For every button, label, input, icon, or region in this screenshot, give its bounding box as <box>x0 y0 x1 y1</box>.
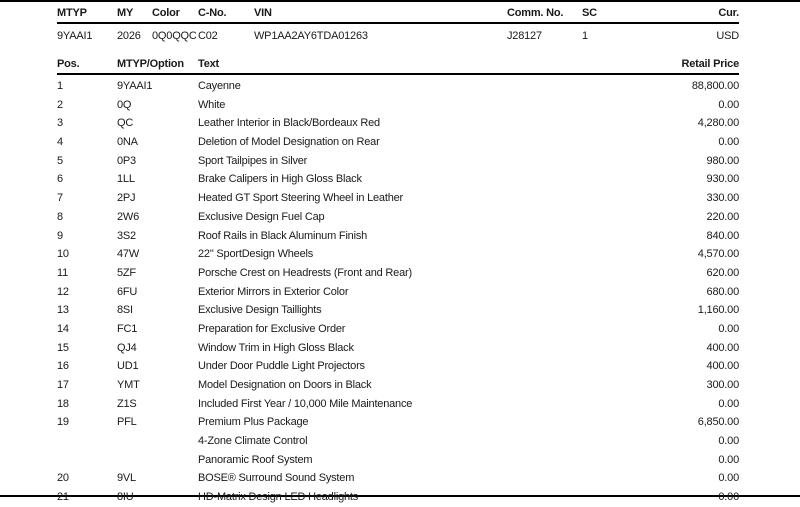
price-cell: 400.00 <box>706 341 739 354</box>
mtyp-value: 9YAAI1 <box>57 30 93 42</box>
table-row <box>57 208 739 227</box>
pos-cell: 16 <box>57 360 69 373</box>
price-cell: 0.00 <box>718 136 739 149</box>
pos-cell: 4 <box>57 136 63 149</box>
column-header-sc: SC <box>582 7 597 19</box>
option-cell: YMT <box>117 379 140 391</box>
text-cell: 22" SportDesign Wheels <box>198 248 314 261</box>
text-cell: Exclusive Design Fuel Cap <box>198 210 325 223</box>
text-cell: Exclusive Design Taillights <box>198 304 322 317</box>
option-cell: PFL <box>117 416 137 429</box>
price-cell: 0.00 <box>718 453 739 466</box>
vehicle-table-header <box>57 5 739 24</box>
text-cell: Exterior Mirrors in Exterior Color <box>198 285 349 298</box>
option-cell: QJ4 <box>117 341 137 354</box>
options-rows <box>57 77 739 507</box>
text-cell: Roof Rails in Black Aluminum Finish <box>198 229 368 242</box>
table-row <box>57 133 739 152</box>
pos-cell: 3 <box>57 117 63 130</box>
price-cell: 330.00 <box>706 192 739 205</box>
table-row <box>57 451 739 470</box>
table-row <box>57 301 739 320</box>
table-row <box>57 413 739 432</box>
option-cell: FC1 <box>117 322 138 335</box>
text-cell: Premium Plus Package <box>198 416 309 429</box>
table-row <box>57 245 739 264</box>
table-row <box>57 357 739 376</box>
price-cell: 300.00 <box>706 379 739 391</box>
pos-cell: 21 <box>57 491 69 504</box>
text-cell: Porsche Crest on Headrests (Front and Rear) <box>198 266 412 279</box>
option-cell: 0P3 <box>117 154 136 167</box>
pos-cell: 8 <box>57 210 63 223</box>
column-header-cur: Cur. <box>718 7 739 19</box>
pos-cell: 15 <box>57 341 69 354</box>
pos-cell: 7 <box>57 192 63 205</box>
column-header-commno: Comm. No. <box>507 7 564 19</box>
price-cell: 620.00 <box>706 266 739 279</box>
table-row <box>57 96 739 115</box>
price-cell: 4,570.00 <box>697 248 739 261</box>
column-header-mtyp: MTYP <box>57 7 87 19</box>
text-cell: Heated GT Sport Steering Wheel in Leather <box>198 192 403 205</box>
option-cell: 5ZF <box>117 266 136 279</box>
option-cell: 3S2 <box>117 229 136 242</box>
price-cell: 0.00 <box>718 435 739 448</box>
pos-cell: 12 <box>57 285 69 298</box>
pos-cell: 14 <box>57 322 69 335</box>
option-cell: 2PJ <box>117 192 136 205</box>
price-cell: 220.00 <box>706 210 739 223</box>
table-row <box>57 469 739 488</box>
price-cell: 840.00 <box>706 229 739 242</box>
color-value: 0Q0QQC <box>152 30 197 42</box>
pos-cell: 18 <box>57 397 69 410</box>
vin-value: WP1AA2AY6TDA01263 <box>254 30 368 42</box>
text-cell: Deletion of Model Designation on Rear <box>198 136 380 149</box>
option-cell: 47W <box>117 248 140 261</box>
price-cell: 980.00 <box>706 154 739 167</box>
pos-cell: 5 <box>57 154 63 167</box>
table-row <box>57 152 739 171</box>
text-cell: Panoramic Roof System <box>198 453 313 466</box>
text-cell: BOSE® Surround Sound System <box>198 472 355 485</box>
text-cell: Brake Calipers in High Gloss Black <box>198 173 362 186</box>
vehicle-table-row <box>57 24 739 42</box>
option-cell: 8IU <box>117 491 134 504</box>
column-header-retail-price: Retail Price <box>681 58 739 70</box>
price-cell: 930.00 <box>706 173 739 186</box>
option-cell: 8SI <box>117 304 133 317</box>
price-cell: 0.00 <box>718 491 739 504</box>
option-cell: 0Q <box>117 98 132 111</box>
text-cell: Model Designation on Doors in Black <box>198 379 372 391</box>
pos-cell: 1 <box>57 80 63 92</box>
table-row <box>57 320 739 339</box>
column-header-color: Color <box>152 7 180 19</box>
option-cell: 6FU <box>117 285 138 298</box>
option-cell: 2W6 <box>117 210 140 223</box>
pos-cell: 13 <box>57 304 69 317</box>
text-cell: HD-Matrix Design LED Headlights <box>198 491 359 504</box>
price-cell: 0.00 <box>718 472 739 485</box>
option-cell: 1LL <box>117 173 135 186</box>
option-cell: 9YAAI1 <box>117 80 153 92</box>
price-cell: 400.00 <box>706 360 739 373</box>
pos-cell: 19 <box>57 416 69 429</box>
cur-value: USD <box>716 30 739 42</box>
table-row <box>57 189 739 208</box>
price-cell: 1,160.00 <box>697 304 739 317</box>
cno-value: C02 <box>198 30 218 42</box>
column-header-pos: Pos. <box>57 58 80 70</box>
text-cell: Included First Year / 10,000 Mile Maintenance <box>198 397 413 410</box>
options-table-header <box>57 56 739 75</box>
my-value: 2026 <box>117 30 141 42</box>
table-row <box>57 339 739 358</box>
pos-cell: 9 <box>57 229 63 242</box>
table-row <box>57 264 739 283</box>
table-row <box>57 283 739 302</box>
pos-cell: 17 <box>57 379 69 391</box>
table-row <box>57 170 739 189</box>
text-cell: Window Trim in High Gloss Black <box>198 341 354 354</box>
text-cell: Sport Tailpipes in Silver <box>198 154 308 167</box>
pos-cell: 6 <box>57 173 63 186</box>
table-row <box>57 395 739 414</box>
table-row <box>57 488 739 507</box>
table-row <box>57 77 739 96</box>
column-header-vin: VIN <box>254 7 272 19</box>
price-cell: 0.00 <box>718 397 739 410</box>
option-cell: QC <box>117 117 134 130</box>
option-cell: 0NA <box>117 136 138 149</box>
price-cell: 0.00 <box>718 322 739 335</box>
text-cell: Preparation for Exclusive Order <box>198 322 346 335</box>
text-cell: Leather Interior in Black/Bordeaux Red <box>198 117 380 130</box>
option-cell: Z1S <box>117 397 137 410</box>
sc-value: 1 <box>582 30 588 42</box>
price-cell: 4,280.00 <box>697 117 739 130</box>
text-cell: 4-Zone Climate Control <box>198 435 308 448</box>
pos-cell: 2 <box>57 98 63 111</box>
text-cell: Cayenne <box>198 80 241 92</box>
text-cell: White <box>198 98 226 111</box>
commno-value: J28127 <box>507 30 542 42</box>
pos-cell: 10 <box>57 248 69 261</box>
table-row <box>57 227 739 246</box>
document-body <box>57 5 739 507</box>
table-row <box>57 114 739 133</box>
column-header-my: MY <box>117 7 134 19</box>
text-cell: Under Door Puddle Light Projectors <box>198 360 365 373</box>
option-cell: UD1 <box>117 360 139 373</box>
price-cell: 88,800.00 <box>691 80 739 92</box>
price-cell: 680.00 <box>706 285 739 298</box>
price-cell: 0.00 <box>718 98 739 111</box>
column-header-option: MTYP/Option <box>117 58 184 70</box>
column-header-text: Text <box>198 58 220 70</box>
pos-cell: 11 <box>57 266 69 279</box>
table-row <box>57 432 739 451</box>
column-header-cno: C-No. <box>198 7 227 19</box>
price-cell: 6,850.00 <box>697 416 739 429</box>
table-row <box>57 376 739 395</box>
pos-cell: 20 <box>57 472 69 485</box>
option-cell: 9VL <box>117 472 136 485</box>
